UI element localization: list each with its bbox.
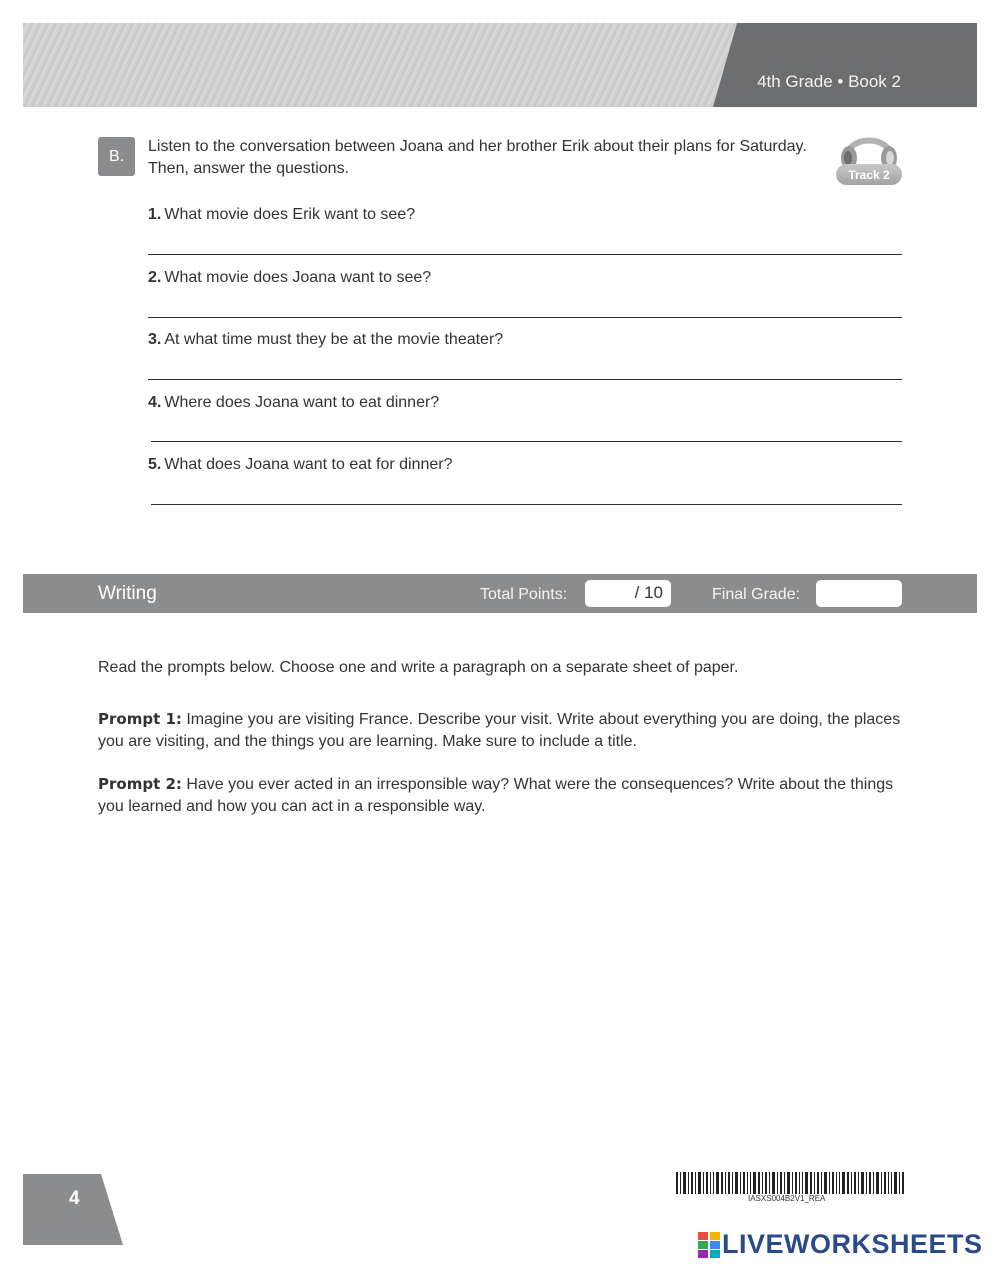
prompt-2-text: Have you ever acted in an irresponsible way? What were the consequences? Write about the things you learned and how you can act in a responsible way. [98,776,894,815]
prompt-1-text: Imagine you are visiting France. Describe your visit. Write about everything you are doing, the places you are visiting, and the things you are learning. Make sure to include a title. [98,711,901,750]
total-points-field[interactable]: / 10 [585,580,671,607]
question-2 [148,269,431,287]
question-number: 4. [148,394,162,411]
barcode-icon [676,1172,904,1194]
question-number: 2. [148,269,162,286]
writing-section-bar [23,574,977,613]
question-text: At what time must they be at the movie theater? [164,331,504,348]
liveworksheets-brand[interactable]: LIVEWORKSHEETS [722,1229,983,1259]
question-1 [148,206,415,224]
question-3 [148,331,503,349]
final-grade-label: Final Grade: [712,586,801,603]
track-2-label: Track 2 [836,164,902,185]
question-text: What movie does Erik want to see? [164,206,416,223]
prompt-1-label: Prompt 1: [98,710,182,728]
question-number: 1. [148,206,162,223]
question-text: Where does Joana want to eat dinner? [164,394,440,411]
answer-line-4[interactable] [151,441,902,442]
answer-line-2[interactable] [148,317,902,318]
prompt-2 [98,773,908,818]
answer-line-1[interactable] [148,254,902,255]
barcode-text: IASXS004B2V1_REA [748,1194,826,1203]
answer-line-3[interactable] [148,379,902,380]
writing-title: Writing [98,583,157,604]
final-grade-field[interactable] [816,580,902,607]
answer-line-5[interactable] [151,504,902,505]
section-b-instructions: Listen to the conversation between Joana and her brother Erik about their plans for Saturday. Then, answer the questions. [148,138,807,177]
writing-intro: Read the prompts below. Choose one and write a paragraph on a separate sheet of paper. [98,659,739,676]
question-4 [148,394,439,412]
total-points-label: Total Points: [480,586,568,603]
question-number: 3. [148,331,162,348]
header-grade-panel [713,23,977,107]
question-text: What does Joana want to eat for dinner? [164,456,453,473]
prompt-2-label: Prompt 2: [98,775,182,793]
section-b-badge: B. [98,137,135,176]
question-text: What movie does Joana want to see? [164,269,432,286]
liveworksheets-logo-icon [698,1232,720,1258]
question-number: 5. [148,456,162,473]
page-number: 4 [69,1188,80,1209]
question-5 [148,456,453,474]
grade-book-label: 4th Grade • Book 2 [757,72,901,91]
prompt-1 [98,708,908,753]
